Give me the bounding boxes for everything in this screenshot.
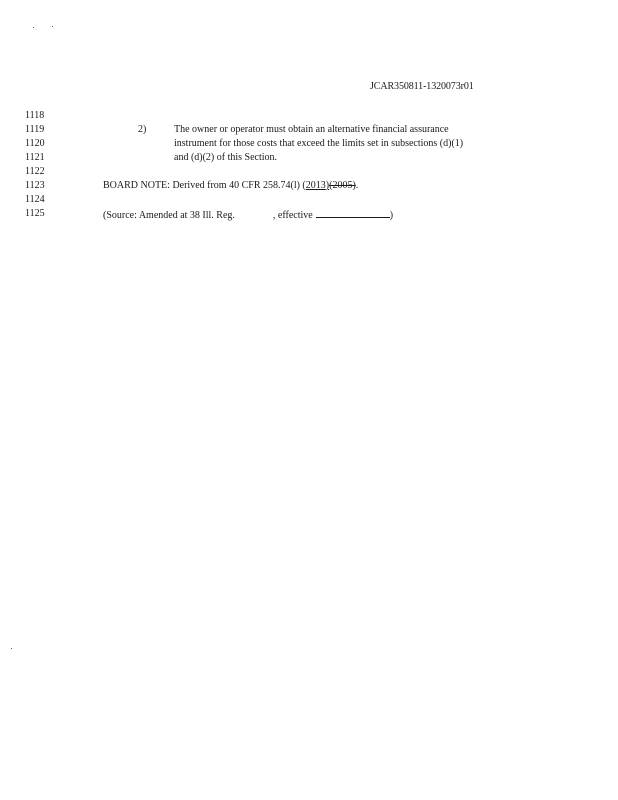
item-text-line: The owner or operator must obtain an alternative financial assurance bbox=[174, 124, 449, 135]
line-number: 1125 bbox=[25, 208, 45, 219]
item-text-line: and (d)(2) of this Section. bbox=[174, 152, 278, 163]
source-close: ) bbox=[389, 210, 394, 221]
line-number: 1121 bbox=[25, 152, 45, 163]
line-number: 1119 bbox=[25, 124, 45, 135]
board-note-end: . bbox=[355, 180, 359, 191]
line-number: 1120 bbox=[25, 138, 45, 149]
line-number: 1122 bbox=[25, 166, 45, 177]
line-number: 1118 bbox=[25, 110, 45, 121]
effective-date-blank bbox=[316, 208, 390, 218]
document-id: JCAR350811-1320073r01 bbox=[370, 81, 474, 92]
board-note bbox=[103, 180, 358, 191]
item-text-line: instrument for those costs that exceed the limits set in subsections (d)(1) bbox=[174, 138, 464, 149]
inserted-paren: ) bbox=[325, 180, 330, 191]
scan-speck bbox=[52, 26, 53, 27]
struck-year: (2005) bbox=[329, 180, 356, 191]
line-number: 1124 bbox=[25, 194, 45, 205]
board-note-text: BOARD NOTE: Derived from 40 CFR 258.74(l) ( bbox=[103, 180, 306, 191]
line-number: 1123 bbox=[25, 180, 45, 191]
item-marker: 2) bbox=[138, 124, 147, 135]
inserted-year: 2013 bbox=[305, 180, 326, 191]
scan-speck bbox=[11, 648, 12, 649]
scan-speck bbox=[33, 27, 34, 28]
source-text: (Source: Amended at 38 Ill. Reg. bbox=[103, 210, 235, 221]
source-line bbox=[103, 208, 393, 221]
source-effective: , effective bbox=[272, 210, 313, 221]
